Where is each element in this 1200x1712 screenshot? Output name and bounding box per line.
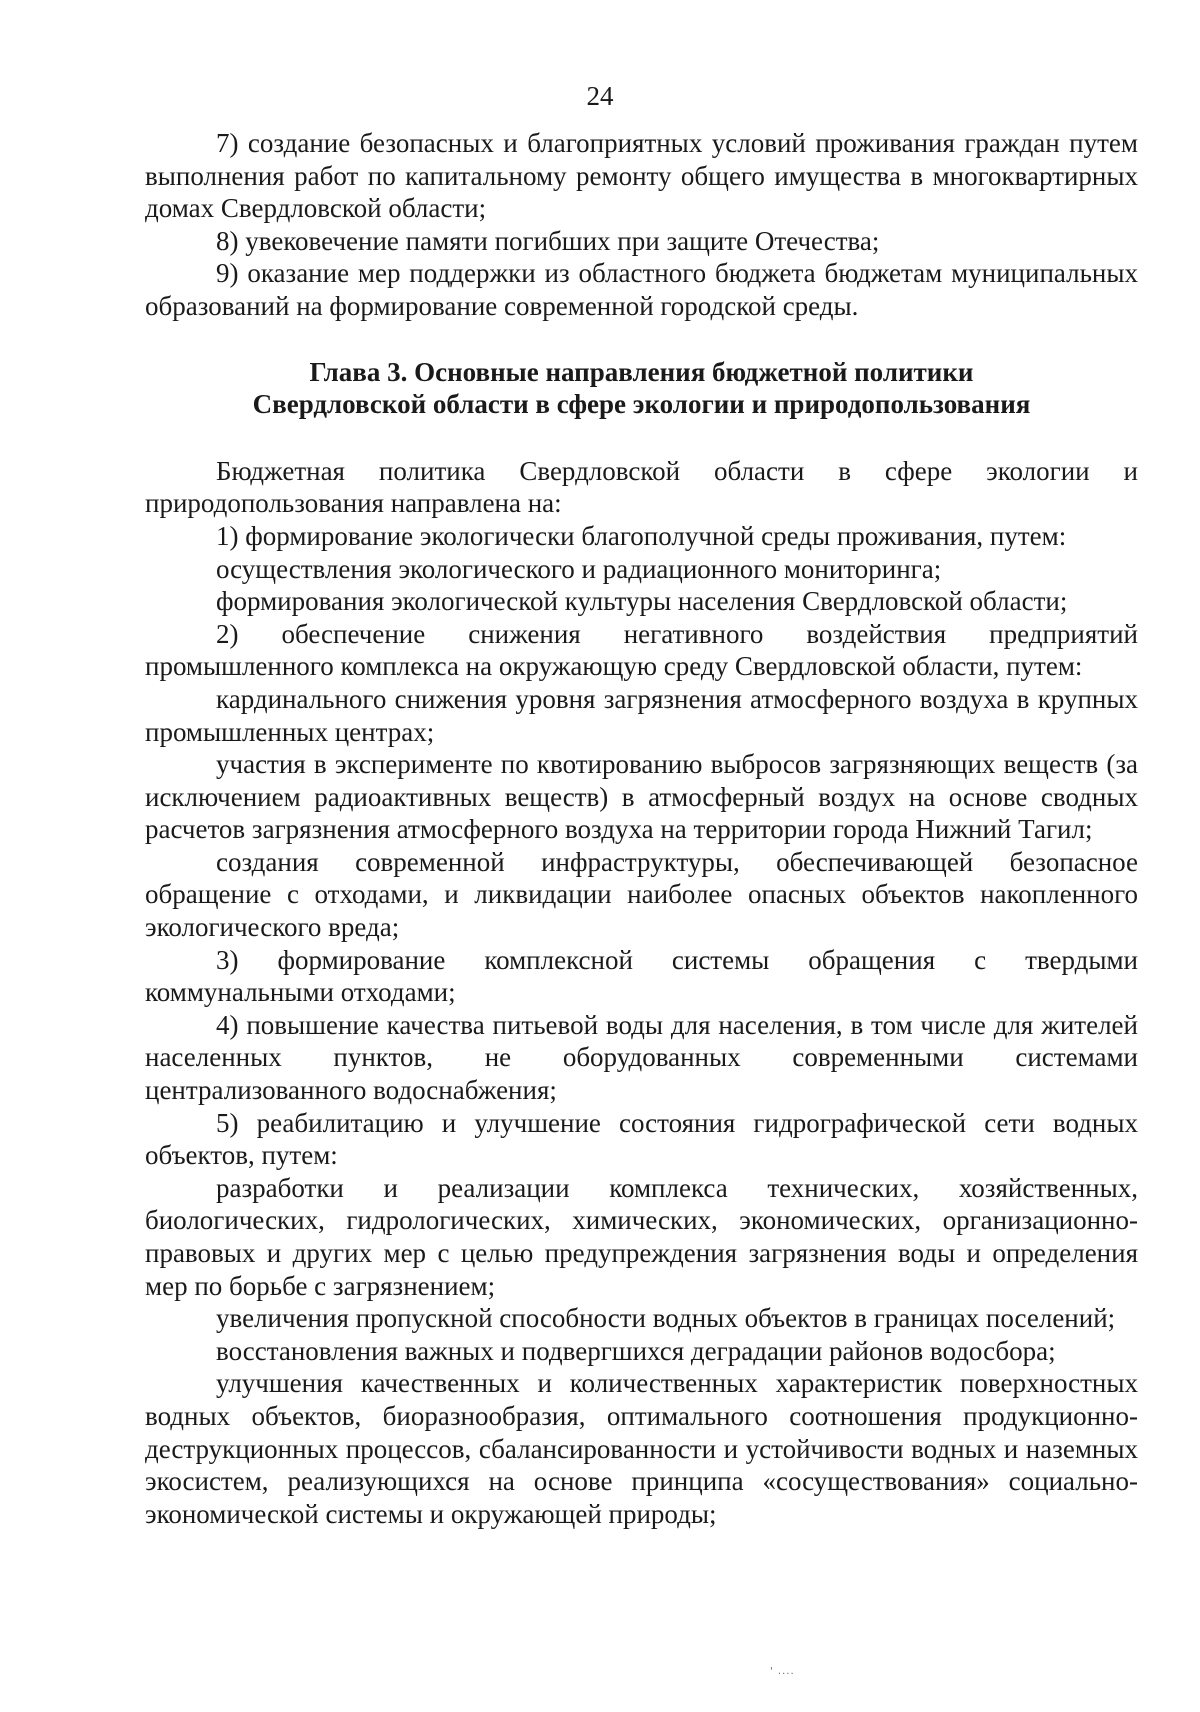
sub-item-air-pollution: кардинального снижения уровня загрязнения атмосферного воздуха в крупных промышленных центрах; <box>145 683 1138 747</box>
list-item-8: 8) увековечение памяти погибших при защите Отечества; <box>216 225 880 256</box>
list-item-7: 7) создание безопасных и благоприятных условий проживания граждан путем выполнения работ по капитальному ремонту общего имущества в многоквартирных домах Свердловской области; <box>145 128 1138 224</box>
scan-mark: ' .... <box>770 1666 795 1677</box>
sub-item-culture: формирования экологической культуры населения Свердловской области; <box>216 586 1068 617</box>
page-number: 24 <box>586 81 614 111</box>
sub-item-capacity: увеличения пропускной способности водных объектов в границах поселений; <box>216 1303 1116 1334</box>
list-item-1: 1) формирование экологически благополучной среды проживания, путем: <box>216 520 1067 551</box>
list-item-9: 9) оказание мер поддержки из областного бюджета бюджетам муниципальных образований на формирование современной городской среды. <box>145 258 1138 321</box>
list-item-2: 2) обеспечение снижения негативного воздействия предприятий промышленного комплекса на окружающую среду Свердловской области, путем: <box>145 618 1138 682</box>
sub-item-emission-quotas: участия в эксперименте по квотированию выбросов загрязняющих веществ (за исключением радиоактивных веществ) в атмосферный воздух на основе сводных расчетов загрязнения атмосферного воздуха на территории города Нижний Тагил; <box>145 749 1138 845</box>
chapter-heading-line-2: Свердловской области в сфере экологии и природопользования <box>252 389 1031 420</box>
sub-item-characteristics: улучшения качественных и количественных характеристик поверхностных водных объектов, биоразнообразия, оптимального соотношения продукционно-деструкционных процессов, сбалансированности и устойчивости водных и наземных экосистем, реализующихся на основе принципа «сосуществования» социально-экономической системы и окружающей природы; <box>145 1368 1138 1529</box>
sub-item-restoration: восстановления важных и подвергшихся деградации районов водосбора; <box>216 1335 1056 1366</box>
sub-item-waste-infrastructure: создания современной инфраструктуры, обеспечивающей безопасное обращение с отходами, и ликвидации наиболее опасных объектов накопленного экологического вреда; <box>145 846 1138 943</box>
list-item-3: 3) формирование комплексной системы обращения с твердыми коммунальными отходами; <box>145 944 1138 1008</box>
document-body <box>145 127 1138 1530</box>
sub-item-monitoring: осуществления экологического и радиационного мониторинга; <box>216 553 942 584</box>
list-item-5: 5) реабилитацию и улучшение состояния гидрографической сети водных объектов, путем: <box>145 1107 1138 1171</box>
chapter-heading <box>145 356 1138 421</box>
intro-paragraph: Бюджетная политика Свердловской области в сфере экологии и природопользования направлена на: <box>145 455 1138 519</box>
chapter-heading-line-1: Глава 3. Основные направления бюджетной политики <box>309 356 974 387</box>
list-item-4: 4) повышение качества питьевой воды для населения, в том числе для жителей населенных пунктов, не оборудованных современными системами централизованного водоснабжения; <box>145 1009 1138 1106</box>
sub-item-measures-complex: разработки и реализации комплекса технических, хозяйственных, биологических, гидрологических, химических, экономических, организационно-правовых и других мер с целью предупреждения загрязнения воды и определения мер по борьбе с загрязнением; <box>145 1172 1138 1301</box>
